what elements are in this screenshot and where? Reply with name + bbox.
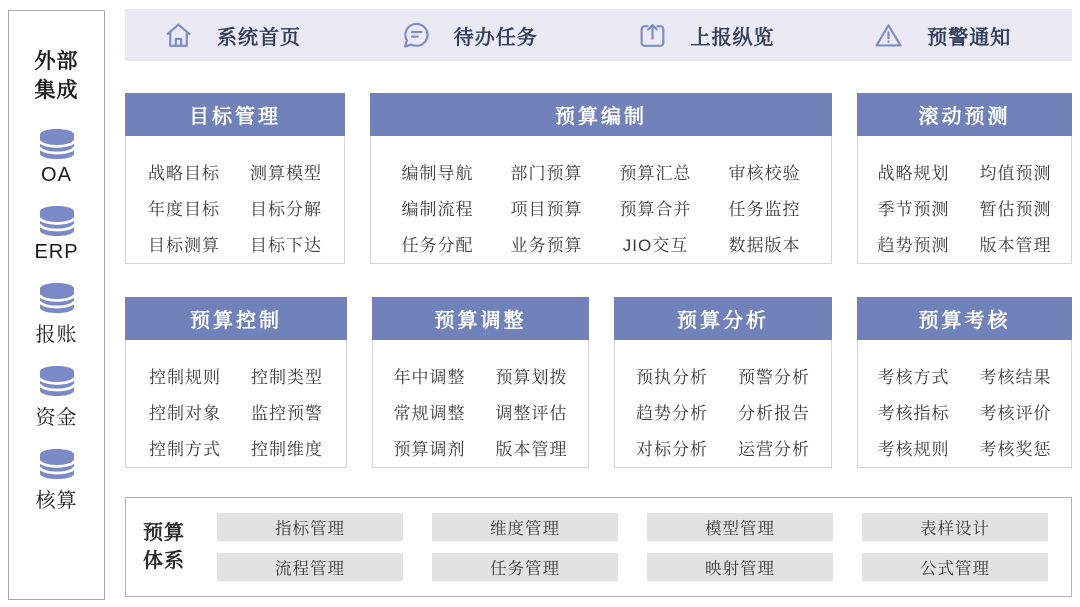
module-feature-item[interactable]: 目标下达 bbox=[250, 236, 322, 255]
module-feature-item[interactable]: 目标分解 bbox=[250, 200, 322, 219]
module-feature-item[interactable]: 考核指标 bbox=[877, 404, 950, 423]
nav-item-label: 系统首页 bbox=[217, 26, 301, 49]
module-feature-item[interactable]: 预算调剂 bbox=[393, 440, 466, 459]
module-feature-item[interactable]: 测算模型 bbox=[250, 164, 322, 183]
home-icon bbox=[163, 20, 194, 51]
module-card-header bbox=[125, 297, 347, 340]
budget-system-panel bbox=[125, 497, 1072, 597]
module-card-body bbox=[370, 136, 832, 264]
database-icon bbox=[36, 281, 78, 315]
module-feature-item[interactable]: 业务预算 bbox=[510, 236, 583, 255]
module-feature-item[interactable]: 年度目标 bbox=[148, 200, 220, 219]
system-item-baozhang bbox=[36, 281, 78, 347]
module-card-rolling-forecast bbox=[857, 93, 1072, 264]
module-feature-item[interactable]: 趋势分析 bbox=[636, 404, 708, 423]
module-feature-item[interactable]: 对标分析 bbox=[636, 440, 708, 459]
module-title: 预算控制 bbox=[190, 310, 282, 332]
module-feature-item[interactable]: 分析报告 bbox=[738, 404, 810, 423]
top-nav bbox=[125, 9, 1072, 61]
module-feature-item[interactable]: 暂估预测 bbox=[979, 200, 1052, 219]
button-formula-mgmt[interactable]: 公式管理 bbox=[862, 553, 1048, 581]
button-template-design[interactable]: 表样设计 bbox=[862, 513, 1048, 541]
module-feature-item[interactable]: 项目预算 bbox=[510, 200, 583, 219]
module-card-body bbox=[857, 340, 1072, 468]
module-card-header bbox=[614, 297, 832, 340]
system-label: 资金 bbox=[35, 407, 78, 429]
module-feature-item[interactable]: 预警分析 bbox=[738, 368, 810, 387]
module-feature-item[interactable]: 考核评价 bbox=[979, 404, 1052, 423]
module-title: 目标管理 bbox=[189, 106, 281, 128]
module-feature-item[interactable]: 控制规则 bbox=[149, 368, 221, 387]
system-item-erp bbox=[34, 204, 78, 264]
module-card-header bbox=[857, 297, 1072, 340]
module-feature-item[interactable]: 控制维度 bbox=[251, 440, 323, 459]
module-feature-item[interactable]: 年中调整 bbox=[393, 368, 466, 387]
sidebar-title: 外部集成 bbox=[34, 50, 79, 102]
module-feature-item[interactable]: 预执分析 bbox=[636, 368, 708, 387]
system-item-zijin bbox=[36, 364, 78, 430]
module-feature-item[interactable]: 编制流程 bbox=[401, 200, 474, 219]
module-card-header bbox=[857, 93, 1072, 136]
module-feature-item[interactable]: 监控预警 bbox=[251, 404, 323, 423]
module-feature-item[interactable]: 任务分配 bbox=[401, 236, 474, 255]
nav-item-label: 上报纵览 bbox=[690, 26, 775, 49]
module-title: 预算编制 bbox=[555, 106, 647, 128]
budget-system-buttons bbox=[217, 513, 1048, 581]
button-mapping-mgmt[interactable]: 映射管理 bbox=[647, 553, 833, 581]
module-title: 滚动预测 bbox=[918, 106, 1011, 128]
system-item-oa bbox=[36, 127, 78, 187]
module-feature-item[interactable]: 预算合并 bbox=[619, 200, 692, 219]
module-feature-item[interactable]: 预算汇总 bbox=[619, 164, 692, 183]
module-card-goal-mgmt bbox=[125, 93, 345, 264]
module-feature-item[interactable]: 调整评估 bbox=[495, 404, 568, 423]
nav-item-label: 待办任务 bbox=[453, 26, 538, 49]
module-feature-item[interactable]: 版本管理 bbox=[495, 440, 568, 459]
button-task-mgmt[interactable]: 任务管理 bbox=[432, 553, 618, 581]
module-feature-item[interactable]: 季节预测 bbox=[877, 200, 950, 219]
system-label: 核算 bbox=[35, 490, 78, 512]
nav-item-alert[interactable] bbox=[835, 20, 1072, 51]
module-card-body bbox=[372, 340, 589, 468]
module-feature-item[interactable]: 均值预测 bbox=[979, 164, 1052, 183]
module-card-budget-control bbox=[125, 297, 347, 468]
module-title: 预算分析 bbox=[677, 310, 769, 332]
system-label: ERP bbox=[34, 241, 79, 263]
budget-system-label: 预算体系 bbox=[143, 522, 185, 572]
nav-item-report[interactable] bbox=[599, 20, 836, 51]
module-feature-item[interactable]: 审核校验 bbox=[728, 164, 801, 183]
module-card-header bbox=[370, 93, 832, 136]
external-system-list bbox=[34, 127, 78, 513]
todo-icon bbox=[400, 20, 431, 51]
module-feature-item[interactable]: 战略目标 bbox=[148, 164, 220, 183]
database-icon bbox=[36, 447, 78, 481]
module-feature-item[interactable]: 任务监控 bbox=[728, 200, 801, 219]
button-process-mgmt[interactable]: 流程管理 bbox=[217, 553, 403, 581]
module-feature-item[interactable]: 考核规则 bbox=[877, 440, 950, 459]
button-dimension-mgmt[interactable]: 维度管理 bbox=[432, 513, 618, 541]
external-integration-panel bbox=[8, 10, 105, 600]
database-icon bbox=[36, 127, 78, 161]
module-feature-item[interactable]: 控制对象 bbox=[149, 404, 221, 423]
module-title: 预算调整 bbox=[434, 310, 527, 332]
nav-item-home[interactable] bbox=[125, 20, 362, 51]
module-card-budget-assessment bbox=[857, 297, 1072, 468]
nav-item-label: 预警通知 bbox=[927, 26, 1012, 49]
module-feature-item[interactable]: 控制方式 bbox=[149, 440, 221, 459]
database-icon bbox=[36, 204, 78, 238]
module-card-budget-analysis bbox=[614, 297, 832, 468]
system-label: 报账 bbox=[35, 324, 78, 346]
database-icon bbox=[36, 364, 78, 398]
module-feature-item[interactable]: 数据版本 bbox=[728, 236, 801, 255]
system-item-hesuan bbox=[36, 447, 78, 513]
module-feature-item[interactable]: 常规调整 bbox=[393, 404, 466, 423]
module-card-body bbox=[857, 136, 1072, 264]
button-model-mgmt[interactable]: 模型管理 bbox=[647, 513, 833, 541]
nav-item-todo[interactable] bbox=[362, 20, 599, 51]
module-title: 预算考核 bbox=[918, 310, 1011, 332]
module-feature-item[interactable]: 考核结果 bbox=[979, 368, 1052, 387]
module-feature-item[interactable]: 部门预算 bbox=[510, 164, 583, 183]
module-feature-item[interactable]: 版本管理 bbox=[979, 236, 1052, 255]
module-row-1 bbox=[125, 93, 1072, 264]
module-feature-item[interactable]: 编制导航 bbox=[401, 164, 474, 183]
module-feature-item[interactable]: 考核奖惩 bbox=[979, 440, 1052, 459]
module-feature-item[interactable]: 运营分析 bbox=[738, 440, 810, 459]
system-label: OA bbox=[41, 164, 72, 186]
module-feature-item[interactable]: 预算划拨 bbox=[495, 368, 568, 387]
module-feature-item[interactable]: 趋势预测 bbox=[877, 236, 950, 255]
module-card-budget-preparation bbox=[370, 93, 832, 264]
warning-icon bbox=[873, 20, 904, 51]
module-card-body bbox=[125, 136, 345, 264]
module-row-2 bbox=[125, 297, 1072, 468]
module-feature-item[interactable]: 考核方式 bbox=[877, 368, 950, 387]
button-indicator-mgmt[interactable]: 指标管理 bbox=[217, 513, 403, 541]
module-card-body bbox=[614, 340, 832, 468]
upload-icon bbox=[637, 20, 668, 51]
module-card-body bbox=[125, 340, 347, 468]
module-feature-item[interactable]: JIO交互 bbox=[622, 236, 689, 255]
module-card-header bbox=[372, 297, 589, 340]
module-feature-item[interactable]: 目标测算 bbox=[148, 236, 220, 255]
module-feature-item[interactable]: 战略规划 bbox=[877, 164, 950, 183]
module-feature-item[interactable]: 控制类型 bbox=[251, 368, 323, 387]
module-card-budget-adjustment bbox=[372, 297, 589, 468]
module-card-header bbox=[125, 93, 345, 136]
